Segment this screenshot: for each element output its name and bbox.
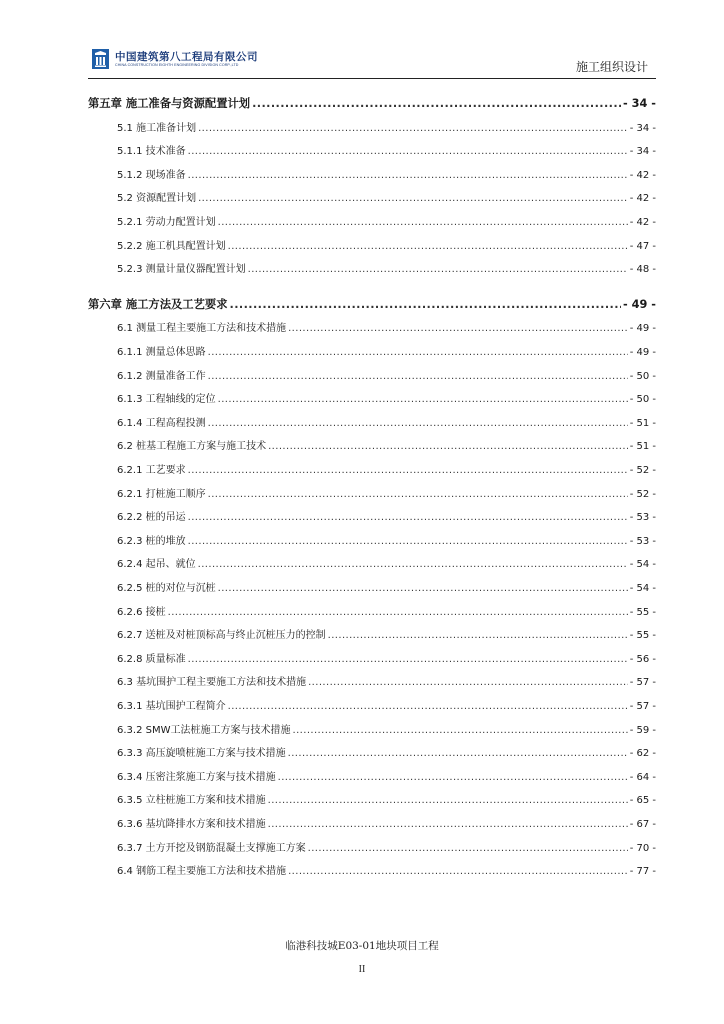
toc-leader-dots	[218, 394, 628, 405]
toc-leader-dots	[188, 170, 628, 181]
toc-entry[interactable]	[117, 119, 656, 134]
toc-leader-dots	[252, 97, 621, 110]
toc-entry[interactable]	[117, 744, 656, 759]
toc-label: 5.1 施工准备计划	[117, 122, 197, 134]
toc-chapter[interactable]	[88, 95, 656, 111]
toc-entry[interactable]	[117, 343, 656, 358]
toc-label: 5.2.3 测量计量仪器配置计划	[117, 264, 246, 276]
toc-label: 6.2.2 桩的吊运	[117, 512, 186, 524]
toc-leader-dots	[268, 441, 628, 452]
toc-page-number: - 34 -	[629, 122, 656, 134]
toc-page-number: - 54 -	[629, 559, 656, 571]
toc-entry[interactable]	[117, 815, 656, 830]
toc-label: 6.3.1 基坑围护工程简介	[117, 701, 226, 712]
toc-leader-dots	[308, 677, 628, 688]
toc-label: 6.1.2 测量准备工作	[117, 370, 206, 382]
toc-page-number: - 42 -	[629, 217, 656, 228]
toc-page-number: - 55 -	[629, 630, 656, 642]
toc-entry[interactable]	[117, 437, 656, 452]
toc-leader-dots	[228, 701, 628, 712]
toc-label: 6.2.7 送桩及对桩顶标高与终止沉桩压力的控制	[117, 630, 326, 642]
toc-label: 5.1.2 现场准备	[117, 169, 186, 181]
toc-entry[interactable]	[117, 579, 656, 594]
toc-entry[interactable]	[117, 532, 656, 547]
toc-page-number: - 67 -	[629, 819, 656, 830]
toc-entry[interactable]	[117, 237, 656, 252]
toc-label: 第五章 施工准备与资源配置计划	[88, 97, 251, 110]
toc-leader-dots	[288, 866, 628, 877]
toc-label: 6.3.2 SMW工法桩施工方案与技术措施	[117, 724, 291, 736]
document-title: 施工组织设计	[575, 60, 648, 74]
toc-leader-dots	[198, 123, 628, 134]
toc-entry[interactable]	[117, 603, 656, 618]
toc-leader-dots	[198, 559, 628, 570]
toc-label: 6.2.6 接桩	[117, 606, 166, 618]
toc-page-number: - 54 -	[629, 583, 656, 594]
toc-leader-dots	[278, 772, 628, 783]
toc-entry[interactable]	[117, 721, 656, 736]
toc-page-number: - 49 -	[629, 347, 656, 358]
toc-page-number: - 50 -	[629, 394, 656, 406]
toc-page-number: - 57 -	[629, 677, 656, 689]
toc-entry[interactable]	[117, 650, 656, 665]
toc-label: 6.2.5 桩的对位与沉桩	[117, 583, 216, 594]
toc-entry[interactable]	[117, 485, 656, 500]
toc-leader-dots	[188, 146, 628, 157]
toc-label: 第六章 施工方法及工艺要求	[88, 297, 228, 311]
toc-label: 6.4 钢筋工程主要施工方法和技术措施	[117, 866, 287, 878]
toc-entry[interactable]	[117, 461, 656, 476]
toc-page-number: - 65 -	[629, 795, 656, 807]
toc-entry[interactable]	[117, 839, 656, 854]
toc-label: 6.3.6 基坑降排水方案和技术措施	[117, 819, 266, 830]
toc-leader-dots	[208, 371, 628, 382]
toc-leader-dots	[208, 347, 628, 358]
toc-page-number: - 56 -	[629, 653, 656, 665]
toc-page-number: - 53 -	[629, 512, 656, 524]
toc-page-number: - 42 -	[629, 169, 656, 181]
toc-page-number: - 52 -	[629, 465, 656, 476]
toc-page-number: - 59 -	[629, 724, 656, 736]
toc-leader-dots	[248, 264, 628, 275]
toc-leader-dots	[218, 583, 628, 594]
company-name-en: CHINA CONSTRUCTION EIGHTH ENGINEERING DIVISION CORP.,LTD	[115, 63, 239, 67]
toc-label: 6.2.1 工艺要求	[117, 465, 186, 476]
toc-entry[interactable]	[117, 862, 656, 877]
toc-label: 6.1.1 测量总体思路	[117, 347, 206, 358]
toc-entry[interactable]	[117, 414, 656, 429]
toc-page-number: - 64 -	[629, 771, 656, 783]
toc-label: 6.3.4 压密注浆施工方案与技术措施	[117, 771, 276, 783]
toc-page-number: - 55 -	[629, 606, 656, 618]
toc-leader-dots	[288, 748, 628, 759]
toc-page-number: - 42 -	[629, 193, 656, 205]
page-header	[88, 45, 656, 79]
toc-label: 6.3.7 土方开挖及钢筋混凝土支撑施工方案	[117, 842, 306, 854]
toc-page-number: - 53 -	[629, 535, 656, 547]
footer-project-title: 临港科技城E03-01地块项目工程	[285, 940, 439, 952]
toc-entry[interactable]	[117, 508, 656, 523]
toc-leader-dots	[188, 536, 628, 547]
toc-page-number: - 70 -	[629, 842, 656, 854]
toc-page-number: - 62 -	[629, 748, 656, 760]
toc-page-number: - 52 -	[629, 488, 656, 500]
toc-page-number: - 49 -	[623, 297, 656, 311]
toc-entry[interactable]	[117, 697, 656, 712]
toc-entry[interactable]	[117, 791, 656, 806]
toc-page-number: - 57 -	[629, 701, 656, 712]
toc-leader-dots	[198, 193, 628, 204]
toc-label: 5.2.1 劳动力配置计划	[117, 217, 216, 228]
toc-label: 6.3 基坑围护工程主要施工方法和技术措施	[117, 677, 307, 689]
toc-label: 5.2.2 施工机具配置计划	[117, 240, 226, 252]
toc-entry[interactable]	[117, 555, 656, 570]
toc-leader-dots	[288, 323, 628, 334]
toc-page-number: - 50 -	[629, 370, 656, 382]
toc-label: 6.2.4 起吊、就位	[117, 559, 196, 571]
toc-leader-dots	[268, 819, 628, 830]
toc-leader-dots	[188, 654, 628, 665]
toc-leader-dots	[228, 241, 628, 252]
toc-leader-dots	[293, 725, 628, 736]
toc-leader-dots	[168, 607, 628, 618]
toc-label: 6.1.3 工程轴线的定位	[117, 394, 216, 406]
toc-label: 6.2.1 打桩施工顺序	[117, 488, 206, 500]
toc-entry[interactable]	[117, 673, 656, 688]
toc-leader-dots	[218, 217, 628, 228]
toc-label: 5.2 资源配置计划	[117, 193, 197, 205]
toc-page-number: - 49 -	[629, 323, 656, 335]
toc-leader-dots	[208, 489, 628, 500]
toc-entry[interactable]	[117, 319, 656, 334]
toc-page-number: - 51 -	[629, 417, 656, 429]
toc-entry[interactable]	[117, 626, 656, 641]
toc-entry[interactable]	[117, 142, 656, 157]
toc-entry[interactable]	[117, 390, 656, 405]
toc-chapter[interactable]	[88, 296, 656, 312]
company-logo-icon	[92, 49, 109, 69]
toc-leader-dots	[188, 512, 628, 523]
toc-leader-dots	[308, 843, 628, 854]
toc-page-number: - 47 -	[629, 240, 656, 252]
toc-entry[interactable]	[117, 367, 656, 382]
toc-label: 6.2.3 桩的堆放	[117, 535, 186, 547]
toc-page-number: - 51 -	[629, 441, 656, 453]
toc-leader-dots	[208, 418, 628, 429]
toc-page-number: - 34 -	[623, 97, 656, 110]
toc-label: 6.1 测量工程主要施工方法和技术措施	[117, 323, 287, 335]
toc-entry[interactable]	[117, 213, 656, 228]
toc-leader-dots	[188, 465, 628, 476]
footer-page-number: II	[358, 964, 366, 975]
toc-leader-dots	[230, 298, 622, 311]
toc-label: 6.3.3 高压旋喷桩施工方案与技术措施	[117, 748, 286, 760]
toc-entry[interactable]	[117, 260, 656, 275]
toc-page-number: - 34 -	[629, 146, 656, 158]
toc-label: 6.1.4 工程高程投测	[117, 417, 206, 429]
toc-entry[interactable]	[117, 189, 656, 204]
toc-label: 6.2 桩基工程施工方案与施工技术	[117, 441, 267, 453]
toc-label: 6.3.5 立柱桩施工方案和技术措施	[117, 795, 266, 807]
toc-leader-dots	[268, 795, 628, 806]
toc-entry[interactable]	[117, 768, 656, 783]
toc-label: 5.1.1 技术准备	[117, 146, 186, 158]
toc-page-number: - 48 -	[629, 264, 656, 276]
toc-label: 6.2.8 质量标准	[117, 653, 186, 665]
toc-leader-dots	[328, 630, 628, 641]
toc-entry[interactable]	[117, 166, 656, 181]
company-name-cn: 中国建筑第八工程局有限公司	[115, 51, 258, 63]
toc-page-number: - 77 -	[629, 866, 656, 878]
